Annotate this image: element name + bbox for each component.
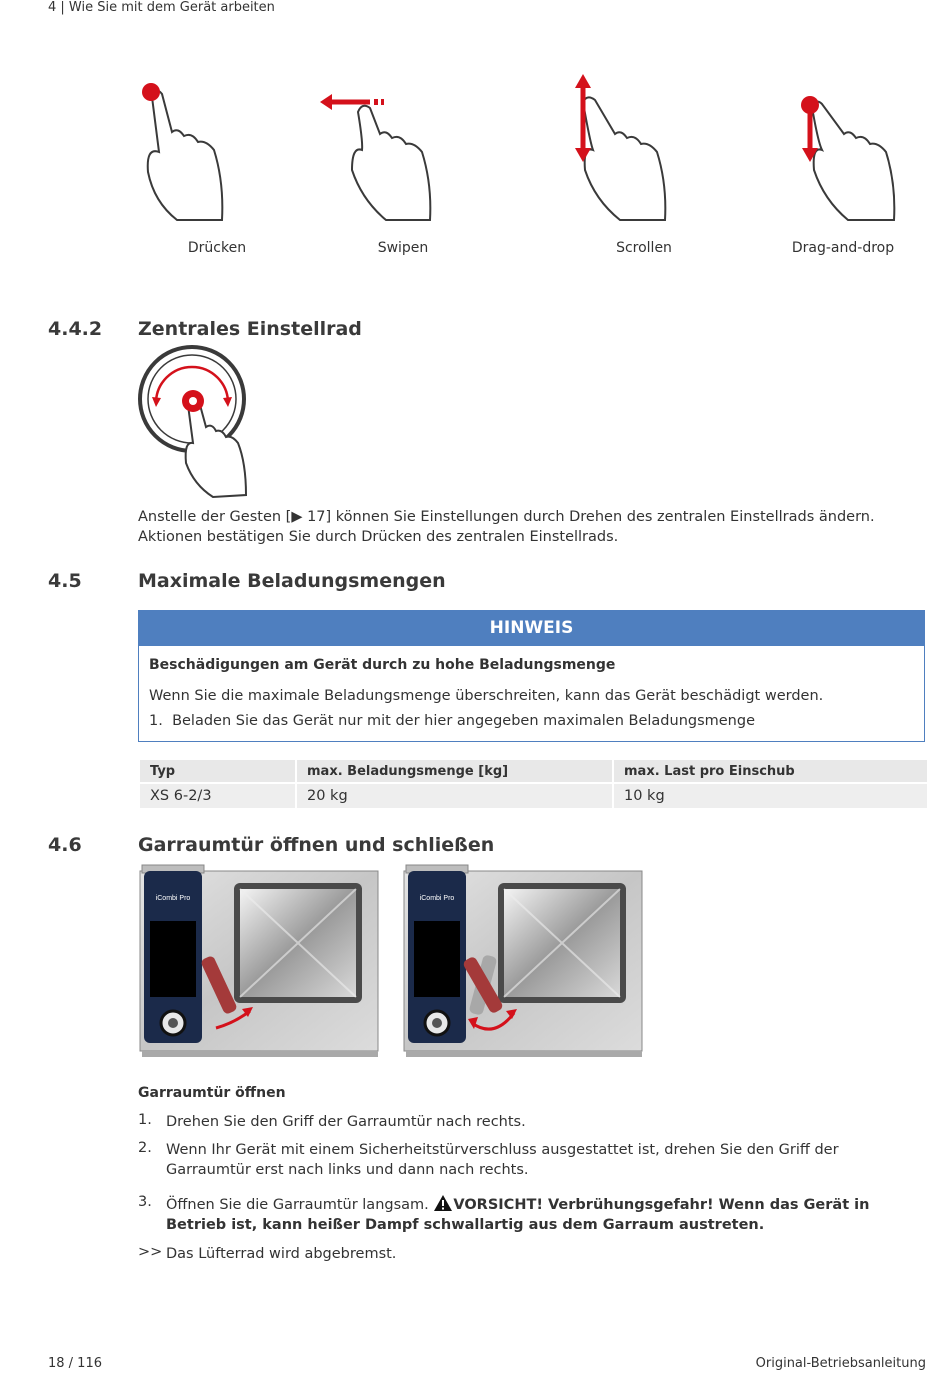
warning-icon: [433, 1194, 453, 1212]
section-title-45: Maximale Beladungsmengen: [138, 570, 446, 592]
oven-door-left-right-illustration: [402, 863, 644, 1063]
document-title: Original-Betriebsanleitung: [755, 1356, 926, 1371]
result-text: Das Lüfterrad wird abgebremst.: [166, 1246, 397, 1262]
notice-box: [138, 610, 925, 742]
table-header-typ: Typ: [140, 760, 295, 782]
gesture-label-drag-drop: Drag-and-drop: [791, 240, 895, 256]
table-header-row: [140, 760, 927, 782]
gesture-label-swipe: Swipen: [377, 240, 429, 256]
section-number-45: 4.5: [48, 570, 82, 592]
section-title-46: Garraumtür öffnen und schließen: [138, 834, 495, 856]
table-cell-shelf: 10 kg: [614, 784, 927, 808]
step-3-number: 3.: [138, 1194, 152, 1210]
table-header-max-load: max. Beladungsmenge [kg]: [297, 760, 612, 782]
result-marker: >>: [138, 1244, 163, 1260]
table-cell-type: XS 6-2/3: [140, 784, 295, 808]
section-number-46: 4.6: [48, 834, 82, 856]
step-3-instruction: Öffnen Sie die Garraumtür langsam.: [166, 1197, 434, 1213]
section-title-442: Zentrales Einstellrad: [138, 318, 362, 340]
notice-step: [149, 713, 755, 729]
gesture-label-scroll: Scrollen: [616, 240, 672, 256]
control-dial-icon: [138, 345, 250, 500]
tap-gesture-icon: [132, 72, 282, 232]
notice-text: Wenn Sie die maximale Beladungsmenge überschreiten, kann das Gerät beschädigt werden.: [149, 688, 824, 704]
load-table: [138, 758, 929, 810]
notice-step-text: Beladen Sie das Gerät nur mit der hier angegeben maximalen Beladungsmenge: [172, 713, 756, 729]
dial-paragraph: Anstelle der Gesten [▶ 17] können Sie Einstellungen durch Drehen des zentralen Einstellrads ändern. Aktionen bestätigen Sie durch Drücken des zentralen Einstellrads.: [138, 509, 875, 545]
step-1-number: 1.: [138, 1112, 152, 1128]
step-2-number: 2.: [138, 1140, 152, 1156]
drag-drop-gesture-icon: [790, 72, 940, 232]
step-3-warning: VORSICHT! Verbrühungsgefahr! Wenn das Gerät in Betrieb ist, kann heißer Dampf schwallartig aus dem Garraum austreten.: [166, 1197, 870, 1233]
step-3-text: [166, 1194, 926, 1235]
section-number-442: 4.4.2: [48, 318, 103, 340]
page-number: 18 / 116: [48, 1356, 102, 1371]
step-1-text: Drehen Sie den Griff der Garraumtür nach rechts.: [166, 1114, 526, 1130]
running-head: 4 | Wie Sie mit dem Gerät arbeiten: [48, 0, 275, 15]
notice-subtitle: Beschädigungen am Gerät durch zu hohe Beladungsmenge: [149, 657, 616, 673]
open-door-subheading: Garraumtür öffnen: [138, 1085, 286, 1101]
swipe-gesture-icon: [318, 72, 468, 232]
oven-brand-label: iCombi Pro: [419, 895, 455, 902]
oven-door-right-illustration: [138, 863, 380, 1063]
gesture-label-tap: Drücken: [187, 240, 247, 256]
step-2-text: Wenn Ihr Gerät mit einem Sicherheitstürverschluss ausgestattet ist, drehen Sie den Griff der Garraumtür erst nach links und dann nach rechts.: [166, 1142, 839, 1178]
scroll-gesture-icon: [565, 72, 715, 232]
oven-brand-label: iCombi Pro: [155, 895, 191, 902]
table-cell-load: 20 kg: [297, 784, 612, 808]
notice-heading: HINWEIS: [139, 611, 924, 646]
table-row: [140, 784, 927, 808]
notice-step-number: 1.: [149, 713, 163, 729]
table-header-max-shelf: max. Last pro Einschub: [614, 760, 927, 782]
